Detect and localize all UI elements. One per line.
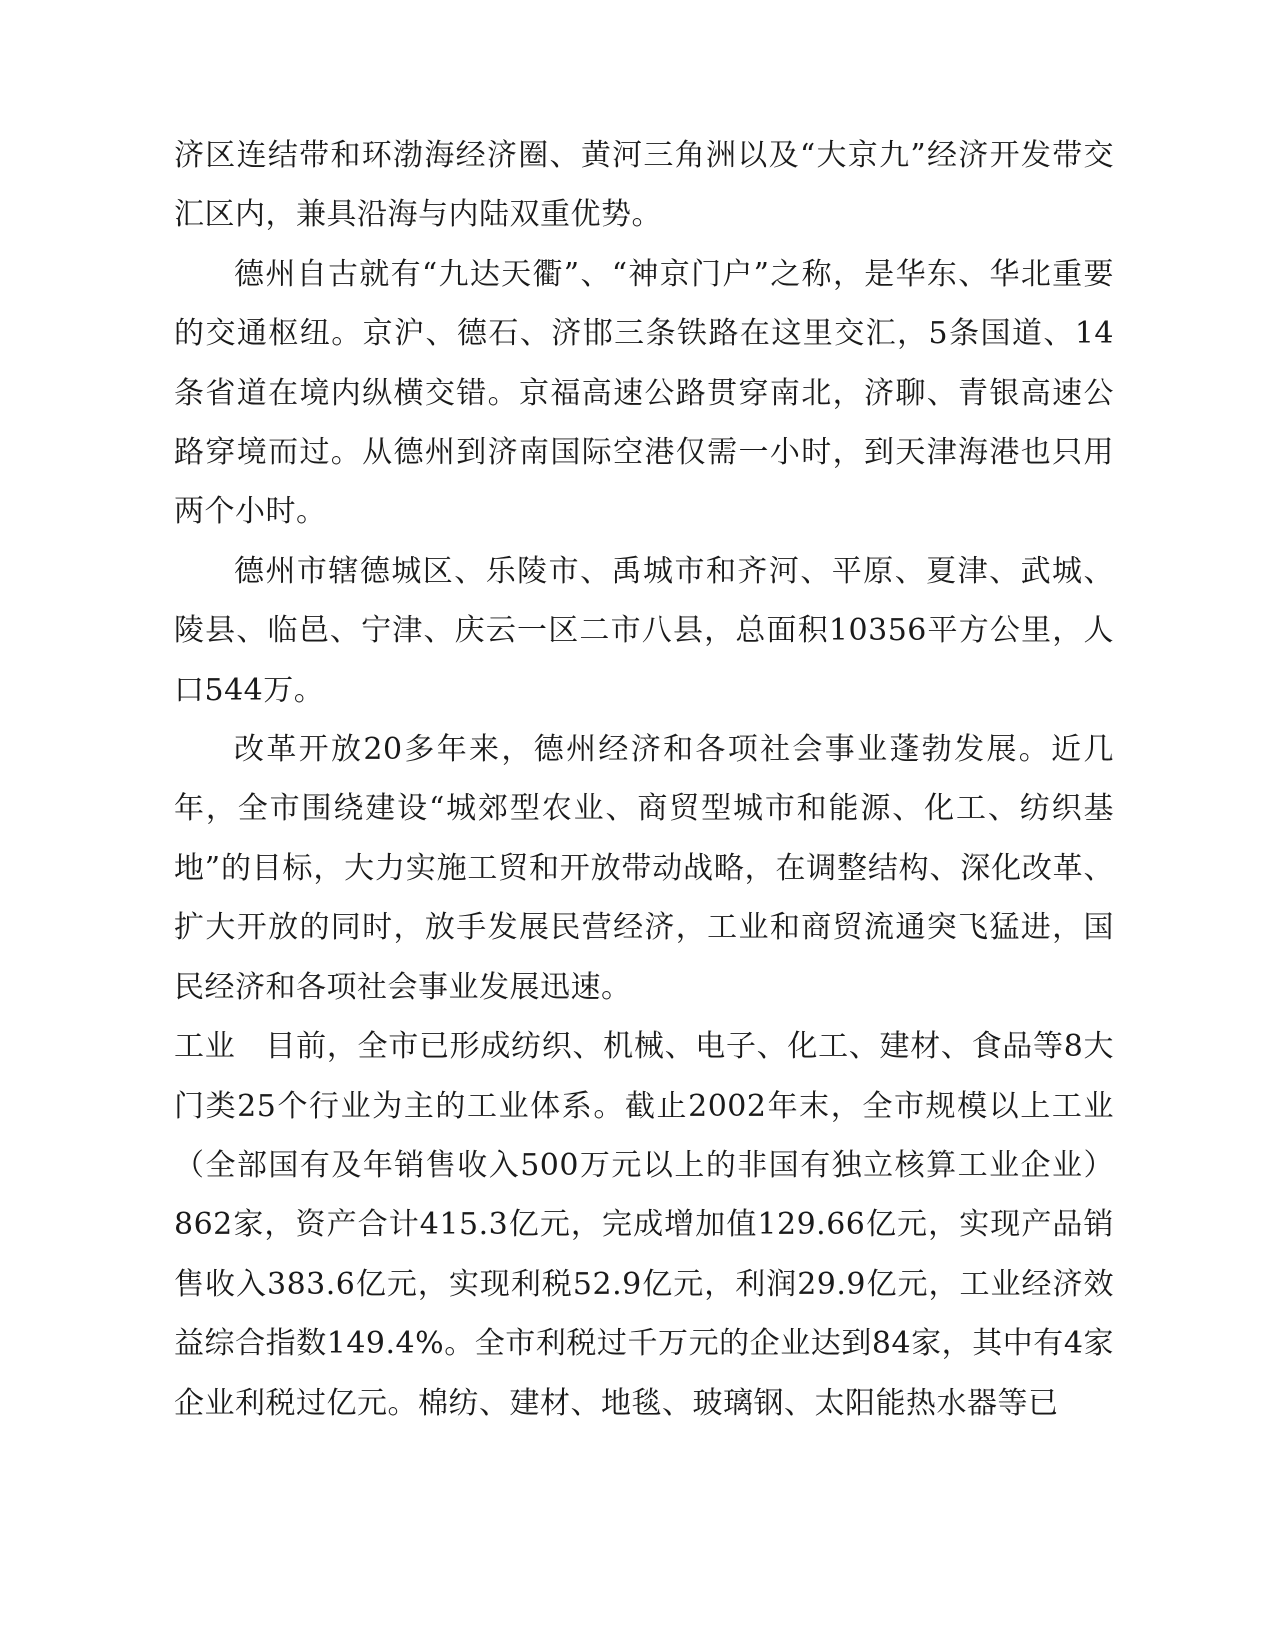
document-body	[174, 126, 1114, 1433]
industry-text: 目前，全市已形成纺织、机械、电子、化工、建材、食品等8大门类25个行业为主的工业体系。截止2002年末，全市规模以上工业（全部国有及年销售收入500万元以上的非国有独立核算工业企业）862家，资产合计415.3亿元，完成增加值129.66亿元，实现产品销售收入383.6亿元，实现利税52.9亿元，利润29.9亿元，工业经济效益综合指数149.4%。全市利税过千万元的企业达到84家，其中有4家企业利税过亿元。棉纺、建材、地毯、玻璃钢、太阳能热水器等已	[174, 1029, 1115, 1421]
paragraph-transport: 德州自古就有“九达天衢”、“神京门户”之称，是华东、华北重要的交通枢纽。京沪、德石、济邯三条铁路在这里交汇，5条国道、14条省道在境内纵横交错。京福高速公路贯穿南北，济聊、青银高速公路穿境而过。从德州到济南国际空港仅需一小时，到天津海港也只用两个小时。	[174, 256, 1114, 530]
section-label-industry: 工业	[174, 1029, 236, 1065]
paragraph-administration: 德州市辖德城区、乐陵市、禹城市和齐河、平原、夏津、武城、陵县、临邑、宁津、庆云一区二市八县，总面积10356平方公里，人口544万。	[174, 553, 1114, 708]
paragraph-reform: 改革开放20多年来，德州经济和各项社会事业蓬勃发展。近几年，全市围绕建设“城郊型农业、商贸型城市和能源、化工、纺织基地”的目标，大力实施工贸和开放带动战略，在调整结构、深化改革、扩大开放的同时，放手发展民营经济，工业和商贸流通突飞猛进，国民经济和各项社会事业发展迅速。	[174, 732, 1114, 1005]
paragraph-location: 济区连结带和环渤海经济圈、黄河三角洲以及“大京九”经济开发带交汇区内，兼具沿海与内陆双重优势。	[174, 138, 1114, 233]
paragraph-industry	[174, 1017, 1114, 1433]
